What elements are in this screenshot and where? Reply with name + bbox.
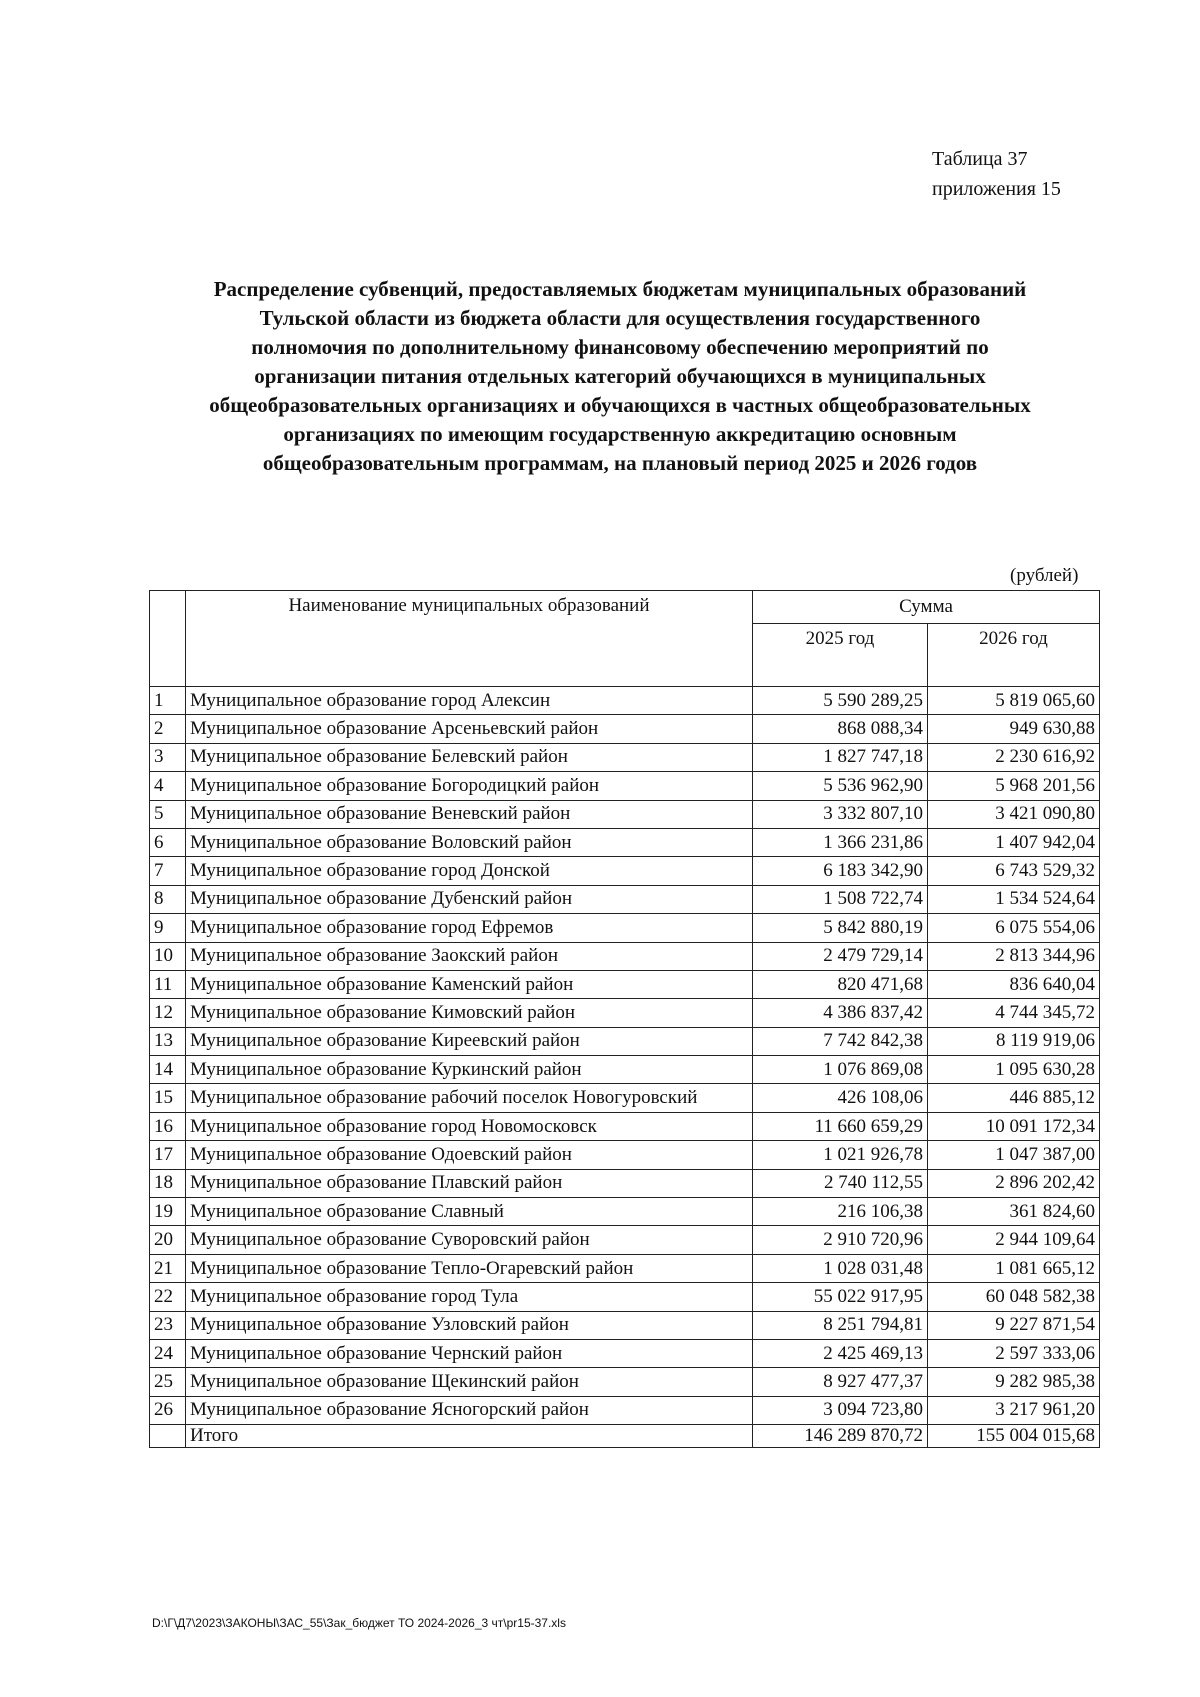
row-number: 22 bbox=[150, 1283, 186, 1311]
amount-2026: 1 095 630,28 bbox=[928, 1056, 1100, 1084]
amount-2025: 2 740 112,55 bbox=[753, 1169, 928, 1197]
municipality-name: Муниципальное образование Веневский район bbox=[186, 800, 753, 828]
municipality-name: Муниципальное образование Воловский район bbox=[186, 828, 753, 856]
title-line: общеобразовательных организациях и обучающихся в частных общеобразовательных bbox=[209, 393, 1031, 417]
table-row bbox=[150, 1339, 1100, 1367]
municipality-name: Муниципальное образование Суворовский район bbox=[186, 1226, 753, 1254]
municipality-name: Муниципальное образование Каменский район bbox=[186, 970, 753, 998]
row-number: 13 bbox=[150, 1027, 186, 1055]
table-row bbox=[150, 1283, 1100, 1311]
municipality-name: Муниципальное образование город Алексин bbox=[186, 687, 753, 715]
total-row bbox=[150, 1425, 1100, 1448]
table-row bbox=[150, 1396, 1100, 1424]
row-number: 10 bbox=[150, 942, 186, 970]
municipality-name: Муниципальное образование Кимовский район bbox=[186, 999, 753, 1027]
amount-2025: 5 590 289,25 bbox=[753, 687, 928, 715]
row-number: 24 bbox=[150, 1339, 186, 1367]
table-row bbox=[150, 715, 1100, 743]
municipality-name: Муниципальное образование Ясногорский район bbox=[186, 1396, 753, 1424]
table-row bbox=[150, 1112, 1100, 1140]
amount-2026: 1 081 665,12 bbox=[928, 1254, 1100, 1282]
amount-2025: 1 076 869,08 bbox=[753, 1056, 928, 1084]
amount-2026: 1 407 942,04 bbox=[928, 828, 1100, 856]
amount-2025: 4 386 837,42 bbox=[753, 999, 928, 1027]
amount-2025: 426 108,06 bbox=[753, 1084, 928, 1112]
year-2025-header: 2025 год bbox=[753, 624, 928, 687]
file-path: D:\Г\Д7\2023\ЗАКОНЫ\ЗАС_55\Зак_бюджет ТО 2024-2026_3 чт\pr15-37.xls bbox=[152, 1616, 566, 1630]
subvention-table bbox=[149, 590, 1100, 1448]
municipality-name: Муниципальное образование Плавский район bbox=[186, 1169, 753, 1197]
table-row bbox=[150, 1311, 1100, 1339]
row-number: 15 bbox=[150, 1084, 186, 1112]
table-label: Таблица 37 bbox=[932, 148, 1028, 170]
table-row bbox=[150, 942, 1100, 970]
row-number: 1 bbox=[150, 687, 186, 715]
amount-2025: 11 660 659,29 bbox=[753, 1112, 928, 1140]
total-2025: 146 289 870,72 bbox=[753, 1425, 928, 1448]
municipality-name: Муниципальное образование рабочий поселок Новогуровский bbox=[186, 1084, 753, 1112]
amount-2026: 361 824,60 bbox=[928, 1198, 1100, 1226]
amount-2025: 6 183 342,90 bbox=[753, 857, 928, 885]
amount-2026: 2 597 333,06 bbox=[928, 1339, 1100, 1367]
title-line: организациях по имеющим государственную аккредитацию основным bbox=[283, 422, 957, 446]
amount-2025: 1 508 722,74 bbox=[753, 885, 928, 913]
amount-2026: 1 534 524,64 bbox=[928, 885, 1100, 913]
amount-2026: 6 743 529,32 bbox=[928, 857, 1100, 885]
amount-2025: 1 028 031,48 bbox=[753, 1254, 928, 1282]
amount-2026: 9 227 871,54 bbox=[928, 1311, 1100, 1339]
total-label: Итого bbox=[186, 1425, 753, 1448]
municipality-name: Муниципальное образование город Ефремов bbox=[186, 914, 753, 942]
row-number: 12 bbox=[150, 999, 186, 1027]
amount-2026: 4 744 345,72 bbox=[928, 999, 1100, 1027]
table-row bbox=[150, 1084, 1100, 1112]
row-number: 21 bbox=[150, 1254, 186, 1282]
row-number: 26 bbox=[150, 1396, 186, 1424]
amount-2026: 5 968 201,56 bbox=[928, 772, 1100, 800]
amount-2026: 8 119 919,06 bbox=[928, 1027, 1100, 1055]
table-row bbox=[150, 687, 1100, 715]
amount-2026: 10 091 172,34 bbox=[928, 1112, 1100, 1140]
table-reference bbox=[932, 144, 1061, 204]
unit-label: (рублей) bbox=[1010, 565, 1079, 586]
amount-2026: 446 885,12 bbox=[928, 1084, 1100, 1112]
appendix-label: приложения 15 bbox=[932, 178, 1061, 200]
table-row bbox=[150, 743, 1100, 771]
amount-2025: 8 251 794,81 bbox=[753, 1311, 928, 1339]
total-2026: 155 004 015,68 bbox=[928, 1425, 1100, 1448]
amount-2026: 836 640,04 bbox=[928, 970, 1100, 998]
amount-2025: 3 332 807,10 bbox=[753, 800, 928, 828]
municipality-name: Муниципальное образование город Тула bbox=[186, 1283, 753, 1311]
title-line: полномочия по дополнительному финансовому обеспечению мероприятий по bbox=[251, 335, 989, 359]
table-row bbox=[150, 1198, 1100, 1226]
title-line: общеобразовательным программам, на плановый период 2025 и 2026 годов bbox=[262, 451, 978, 475]
row-number: 25 bbox=[150, 1368, 186, 1396]
amount-2025: 55 022 917,95 bbox=[753, 1283, 928, 1311]
table-row bbox=[150, 1169, 1100, 1197]
row-number: 23 bbox=[150, 1311, 186, 1339]
table-row bbox=[150, 1141, 1100, 1169]
amount-2026: 949 630,88 bbox=[928, 715, 1100, 743]
municipality-name: Муниципальное образование Богородицкий район bbox=[186, 772, 753, 800]
municipality-name: Муниципальное образование Арсеньевский район bbox=[186, 715, 753, 743]
amount-2026: 3 421 090,80 bbox=[928, 800, 1100, 828]
amount-2025: 2 910 720,96 bbox=[753, 1226, 928, 1254]
row-number: 11 bbox=[150, 970, 186, 998]
amount-2026: 6 075 554,06 bbox=[928, 914, 1100, 942]
row-number: 17 bbox=[150, 1141, 186, 1169]
amount-2025: 1 021 926,78 bbox=[753, 1141, 928, 1169]
amount-2026: 9 282 985,38 bbox=[928, 1368, 1100, 1396]
amount-2026: 2 813 344,96 bbox=[928, 942, 1100, 970]
amount-2025: 216 106,38 bbox=[753, 1198, 928, 1226]
table-row bbox=[150, 800, 1100, 828]
amount-2025: 1 366 231,86 bbox=[753, 828, 928, 856]
row-number: 6 bbox=[150, 828, 186, 856]
table-row bbox=[150, 999, 1100, 1027]
municipality-name: Муниципальное образование Чернский район bbox=[186, 1339, 753, 1367]
municipality-name: Муниципальное образование Тепло-Огаревский район bbox=[186, 1254, 753, 1282]
table-row bbox=[150, 828, 1100, 856]
amount-2025: 3 094 723,80 bbox=[753, 1396, 928, 1424]
table-row bbox=[150, 1027, 1100, 1055]
municipality-name: Муниципальное образование Заокский район bbox=[186, 942, 753, 970]
number-header bbox=[150, 591, 186, 687]
row-number: 5 bbox=[150, 800, 186, 828]
amount-2025: 2 425 469,13 bbox=[753, 1339, 928, 1367]
municipality-name: Муниципальное образование Одоевский район bbox=[186, 1141, 753, 1169]
title-line: организации питания отдельных категорий обучающихся в муниципальных bbox=[254, 364, 986, 388]
table-row bbox=[150, 857, 1100, 885]
row-number: 7 bbox=[150, 857, 186, 885]
municipality-name: Муниципальное образование Славный bbox=[186, 1198, 753, 1226]
amount-2025: 820 471,68 bbox=[753, 970, 928, 998]
table-row bbox=[150, 1254, 1100, 1282]
table-row bbox=[150, 970, 1100, 998]
row-number: 9 bbox=[150, 914, 186, 942]
table-row bbox=[150, 914, 1100, 942]
title-line: Тульской области из бюджета области для осуществления государственного bbox=[259, 306, 981, 330]
municipality-name: Муниципальное образование Киреевский район bbox=[186, 1027, 753, 1055]
amount-2025: 5 842 880,19 bbox=[753, 914, 928, 942]
row-number: 3 bbox=[150, 743, 186, 771]
municipality-name: Муниципальное образование город Новомосковск bbox=[186, 1112, 753, 1140]
sum-header: Сумма bbox=[753, 591, 1100, 624]
row-number: 20 bbox=[150, 1226, 186, 1254]
amount-2026: 2 230 616,92 bbox=[928, 743, 1100, 771]
amount-2026: 2 896 202,42 bbox=[928, 1169, 1100, 1197]
row-number: 14 bbox=[150, 1056, 186, 1084]
municipality-name: Муниципальное образование Дубенский район bbox=[186, 885, 753, 913]
amount-2026: 3 217 961,20 bbox=[928, 1396, 1100, 1424]
amount-2025: 7 742 842,38 bbox=[753, 1027, 928, 1055]
title-line: Распределение субвенций, предоставляемых бюджетам муниципальных образований bbox=[213, 277, 1027, 301]
municipality-name: Муниципальное образование Куркинский район bbox=[186, 1056, 753, 1084]
amount-2025: 1 827 747,18 bbox=[753, 743, 928, 771]
municipality-name: Муниципальное образование Узловский район bbox=[186, 1311, 753, 1339]
table-row bbox=[150, 772, 1100, 800]
row-number: 2 bbox=[150, 715, 186, 743]
municipality-name: Муниципальное образование Белевский район bbox=[186, 743, 753, 771]
row-number: 16 bbox=[150, 1112, 186, 1140]
table-row bbox=[150, 1226, 1100, 1254]
table-row bbox=[150, 1368, 1100, 1396]
amount-2025: 8 927 477,37 bbox=[753, 1368, 928, 1396]
municipality-name: Муниципальное образование город Донской bbox=[186, 857, 753, 885]
amount-2026: 60 048 582,38 bbox=[928, 1283, 1100, 1311]
total-number-cell bbox=[150, 1425, 186, 1448]
amount-2026: 1 047 387,00 bbox=[928, 1141, 1100, 1169]
row-number: 18 bbox=[150, 1169, 186, 1197]
amount-2025: 868 088,34 bbox=[753, 715, 928, 743]
amount-2025: 2 479 729,14 bbox=[753, 942, 928, 970]
municipality-name: Муниципальное образование Щекинский район bbox=[186, 1368, 753, 1396]
row-number: 8 bbox=[150, 885, 186, 913]
table-row bbox=[150, 1056, 1100, 1084]
row-number: 4 bbox=[150, 772, 186, 800]
amount-2025: 5 536 962,90 bbox=[753, 772, 928, 800]
document-title bbox=[140, 275, 1100, 478]
amount-2026: 5 819 065,60 bbox=[928, 687, 1100, 715]
year-2026-header: 2026 год bbox=[928, 624, 1100, 687]
amount-2026: 2 944 109,64 bbox=[928, 1226, 1100, 1254]
table-row bbox=[150, 885, 1100, 913]
row-number: 19 bbox=[150, 1198, 186, 1226]
name-header: Наименование муниципальных образований bbox=[186, 591, 753, 687]
